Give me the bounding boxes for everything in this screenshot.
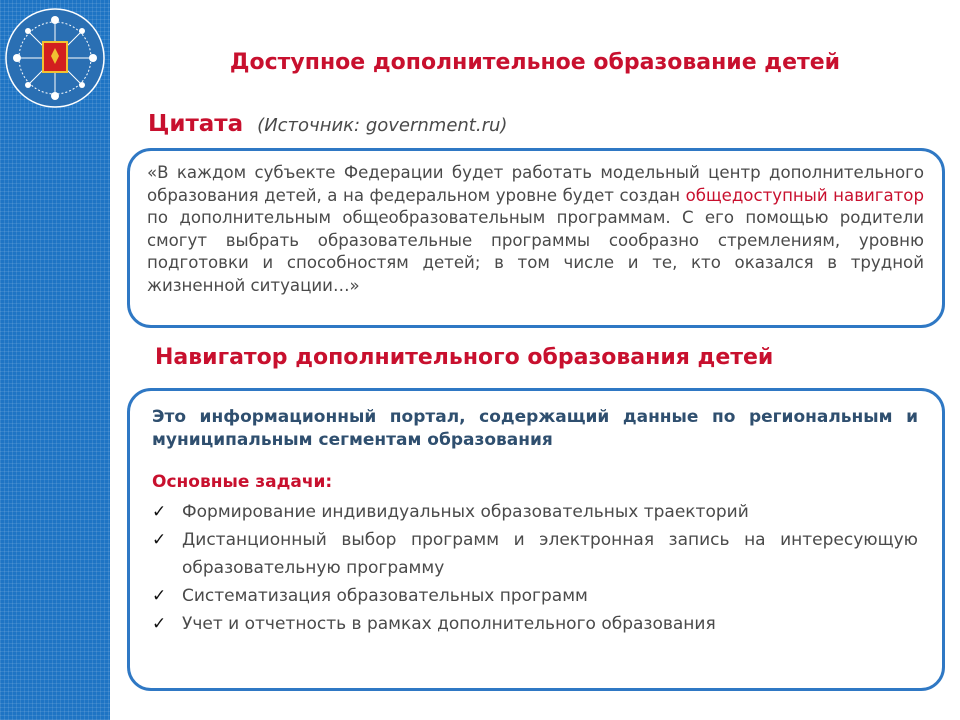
checkmark-icon: ✓ (152, 530, 167, 550)
quote-text (147, 162, 924, 297)
list-item (152, 582, 918, 610)
list-item (152, 526, 918, 582)
quote-highlight: общедоступный навигатор (685, 185, 924, 205)
task-text: Дистанционный выбор программ и электронная запись на интересующую образовательную программу (182, 530, 918, 578)
checkmark-icon: ✓ (152, 614, 167, 634)
quote-heading (148, 111, 507, 137)
regional-emblem-icon (3, 6, 107, 110)
quote-source: (Источник: government.ru) (257, 115, 508, 136)
task-text: Систематизация образовательных программ (182, 586, 588, 606)
tasks-list (152, 498, 918, 638)
task-text: Учет и отчетность в рамках дополнительного образования (182, 614, 716, 634)
sidebar-strip (0, 0, 110, 720)
list-item (152, 498, 918, 526)
quote-text-end: по дополнительным общеобразовательным программам. С его помощью родители смогут выбрать образовательные программы сообразно стремлениям, уровню подготовки и способностям детей; в том числе и те, кто оказался в трудной жизненной ситуации…» (147, 208, 924, 295)
quote-heading-label: Цитата (148, 111, 244, 137)
navigator-title: Навигатор дополнительного образования детей (155, 345, 774, 370)
quote-text-start: «В каждом субъекте Федерации будет работать модельный центр дополнительного образования детей, а на федеральном уровне будет создан (147, 163, 924, 205)
task-text: Формирование индивидуальных образовательных траекторий (182, 502, 749, 522)
list-item (152, 610, 918, 638)
checkmark-icon: ✓ (152, 502, 167, 522)
checkmark-icon: ✓ (152, 586, 167, 606)
page-title: Доступное дополнительное образование детей (229, 50, 841, 75)
navigator-description: Это информационный портал, содержащий данные по региональным и муниципальным сегментам образования (152, 407, 918, 450)
tasks-heading: Основные задачи: (152, 472, 333, 492)
